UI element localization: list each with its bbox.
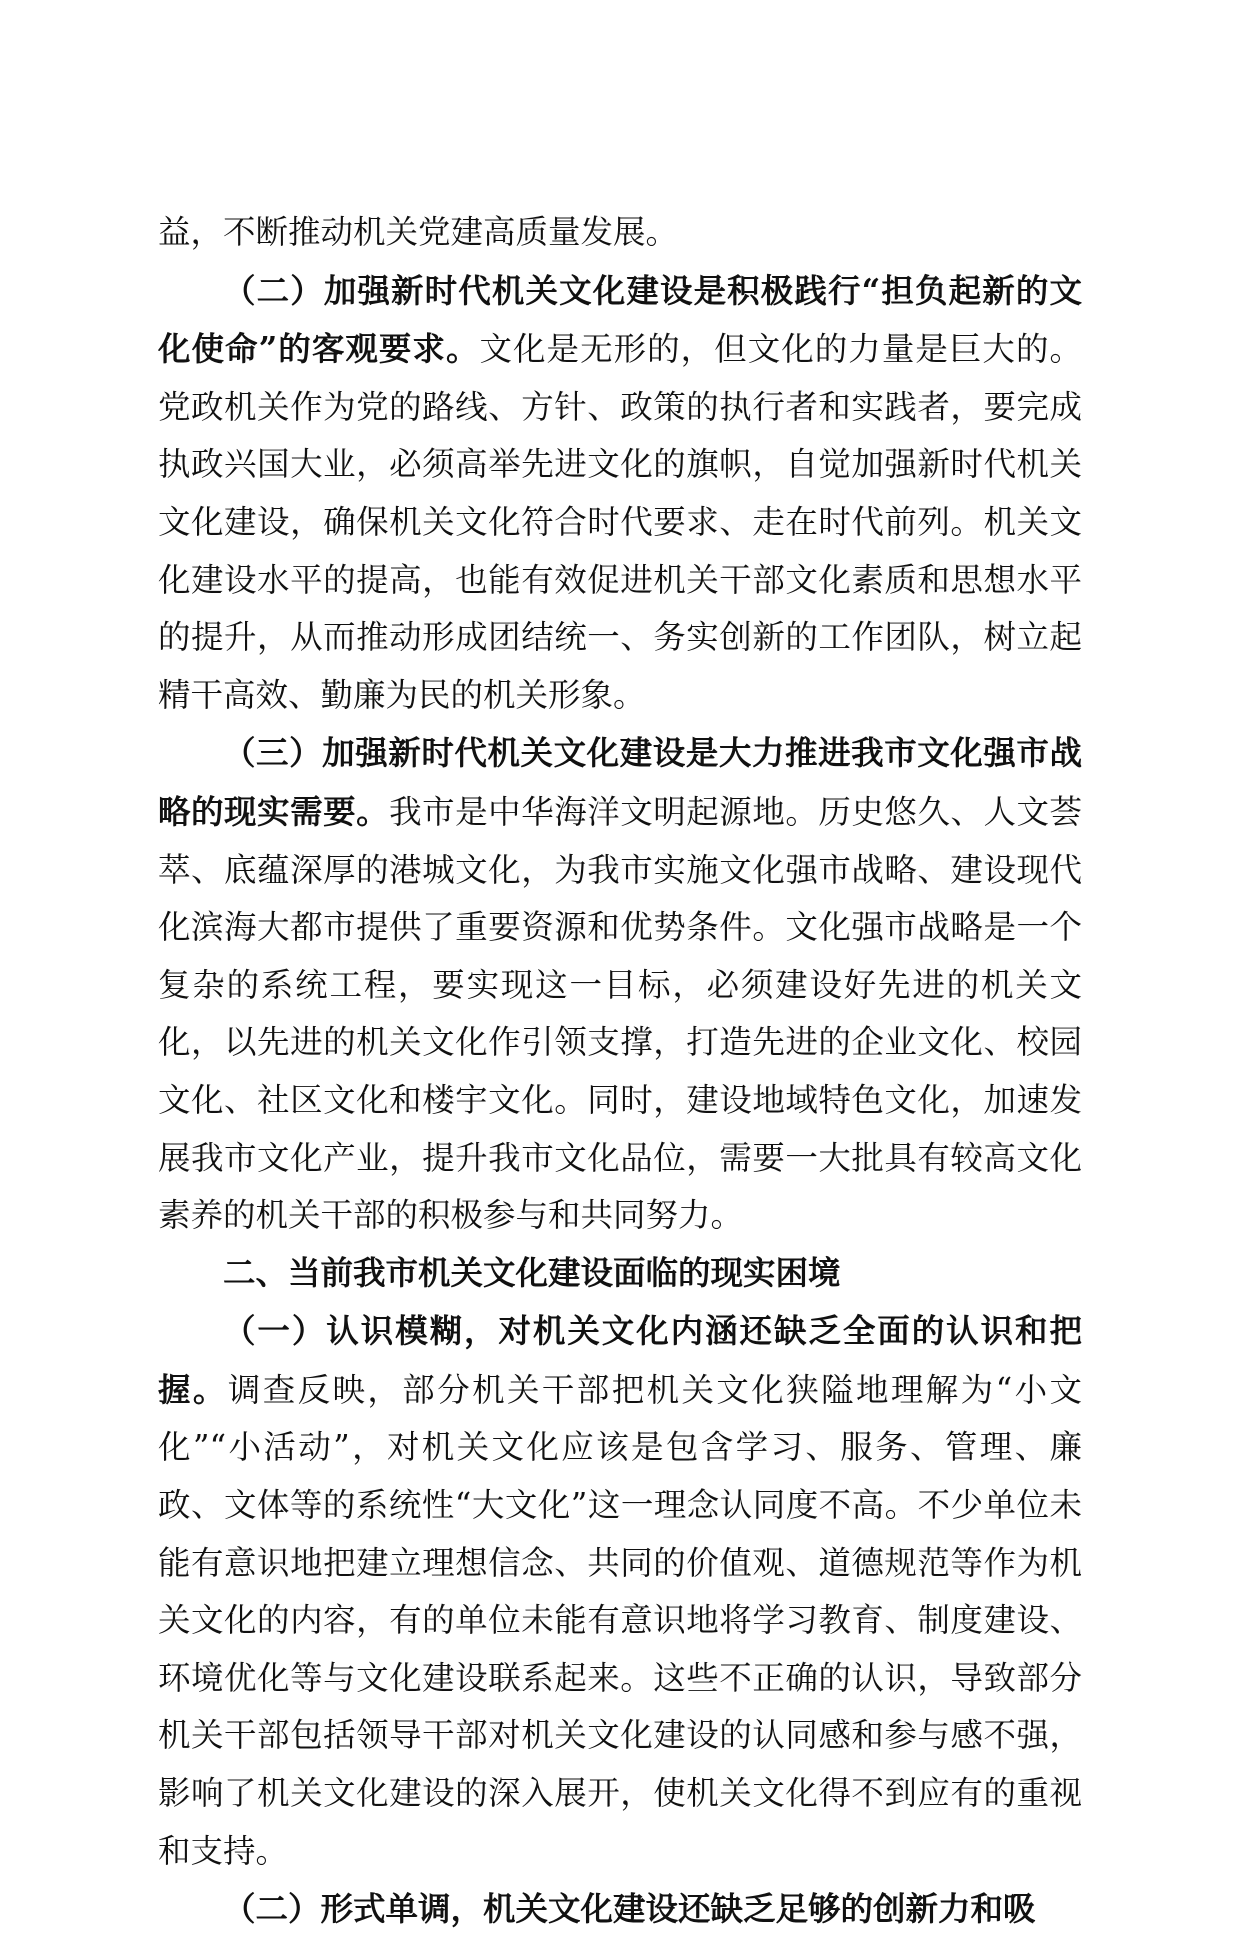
document-body [158,204,1082,1939]
paragraph-form [158,1880,1082,1939]
paragraph-city-strategy [158,724,1082,1244]
section-heading: 二、当前我市机关文化建设面临的现实困境 [223,1253,841,1292]
paragraph-text: 调查反映，部分机关干部把机关文化狭隘地理解为“小文化”“小活动”，对机关文化应该是包含学习、服务、管理、廉政、文体等的系统性“大文化”这一理念认同度不高。不少单位未能有意识地把建立理想信念、共同的价值观、道德规范等作为机关文化的内容，有的单位未能有意识地将学习教育、制度建设、环境优化等与文化建设联系起来。这些不正确的认识，导致部分机关干部包括领导干部对机关文化建设的认同感和参与感不强，影响了机关文化建设的深入展开，使机关文化得不到应有的重视和支持。 [158,1370,1082,1870]
paragraph-lead: （二）形式单调，机关文化建设还缺乏足够的创新力和吸 [223,1889,1036,1929]
paragraph-culture-mission [158,262,1082,725]
paragraph-text: 益，不断推动机关党建高质量发展。 [158,213,679,251]
paragraph-lead: （三）加强新时代机关文化建设是大力推进我市文化强市战略的现实需要。 [158,733,1082,831]
paragraph-lead: （二）加强新时代机关文化建设是积极践行“担负起新的文化使命”的客观要求。 [158,270,1082,369]
paragraph-text: 我市是中华海洋文明起源地。历史悠久、人文荟萃、底蕴深厚的港城文化，为我市实施文化强市战略、建设现代化滨海大都市提供了重要资源和优势条件。文化强市战略是一个复杂的系统工程，要实现这一目标，必须建设好先进的机关文化，以先进的机关文化作引领支撑，打造先进的企业文化、校园文化、社区文化和楼宇文化。同时，建设地域特色文化，加速发展我市文化产业，提升我市文化品位，需要一大批具有较高文化素养的机关干部的积极参与和共同努力。 [158,792,1082,1235]
paragraph-lead: （一）认识模糊，对机关文化内涵还缺乏全面的认识和把握。 [158,1311,1082,1409]
paragraph-cognition [158,1302,1082,1880]
paragraph-text: 文化是无形的，但文化的力量是巨大的。党政机关作为党的路线、方针、政策的执行者和实践者，要完成执政兴国大业，必须高举先进文化的旗帜，自觉加强新时代机关文化建设，确保机关文化符合时代要求、走在时代前列。机关文化建设水平的提高，也能有效促进机关干部文化素质和思想水平的提升，从而推动形成团结统一、务实创新的工作团队，树立起精干高效、勤廉为民的机关形象。 [158,330,1082,714]
paragraph-continuation [158,204,1082,262]
